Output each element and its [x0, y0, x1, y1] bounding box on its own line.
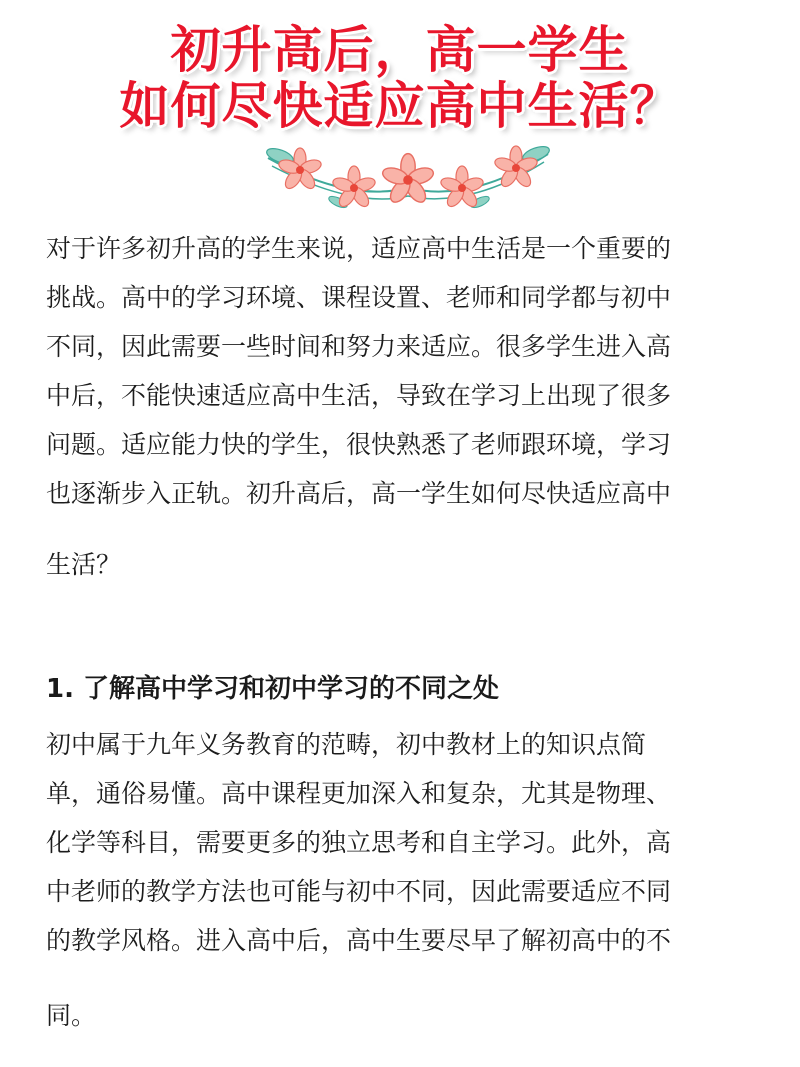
intro-paragraph — [46, 224, 758, 589]
title-line-1: 初升高后，高一学生 — [170, 21, 630, 79]
section-1-heading: 1. 了解高中学习和初中学习的不同之处 — [46, 674, 500, 704]
article-title — [0, 22, 800, 134]
flower-garland-icon — [258, 140, 558, 222]
section-1-line: 化学等科目，需要更多的独立思考和自主学习。此外，高 — [46, 828, 672, 857]
intro-line: 生活？ — [46, 550, 122, 579]
intro-line: 对于许多初升高的学生来说，适应高中生活是一个重要的 — [46, 234, 672, 263]
intro-line: 也逐渐步入正轨。初升高后，高一学生如何尽快适应高中 — [46, 479, 672, 508]
section-1-paragraph — [46, 720, 758, 1040]
section-1-line: 初中属于九年义务教育的范畴，初中教材上的知识点简 — [46, 730, 647, 759]
section-1-line: 的教学风格。进入高中后，高中生要尽早了解初高中的不 — [46, 926, 672, 955]
intro-line: 不同，因此需要一些时间和努力来适应。很多学生进入高 — [46, 332, 672, 361]
section-1-line: 同。 — [46, 1001, 97, 1030]
title-line-2: 如何尽快适应高中生活？ — [119, 77, 681, 135]
intro-line: 问题。适应能力快的学生，很快熟悉了老师跟环境，学习 — [46, 430, 672, 459]
section-1-line: 单，通俗易懂。高中课程更加深入和复杂，尤其是物理、 — [46, 779, 672, 808]
intro-line: 挑战。高中的学习环境、课程设置、老师和同学都与初中 — [46, 283, 672, 312]
section-1-line: 中老师的教学方法也可能与初中不同，因此需要适应不同 — [46, 877, 672, 906]
intro-line: 中后，不能快速适应高中生活，导致在学习上出现了很多 — [46, 381, 672, 410]
